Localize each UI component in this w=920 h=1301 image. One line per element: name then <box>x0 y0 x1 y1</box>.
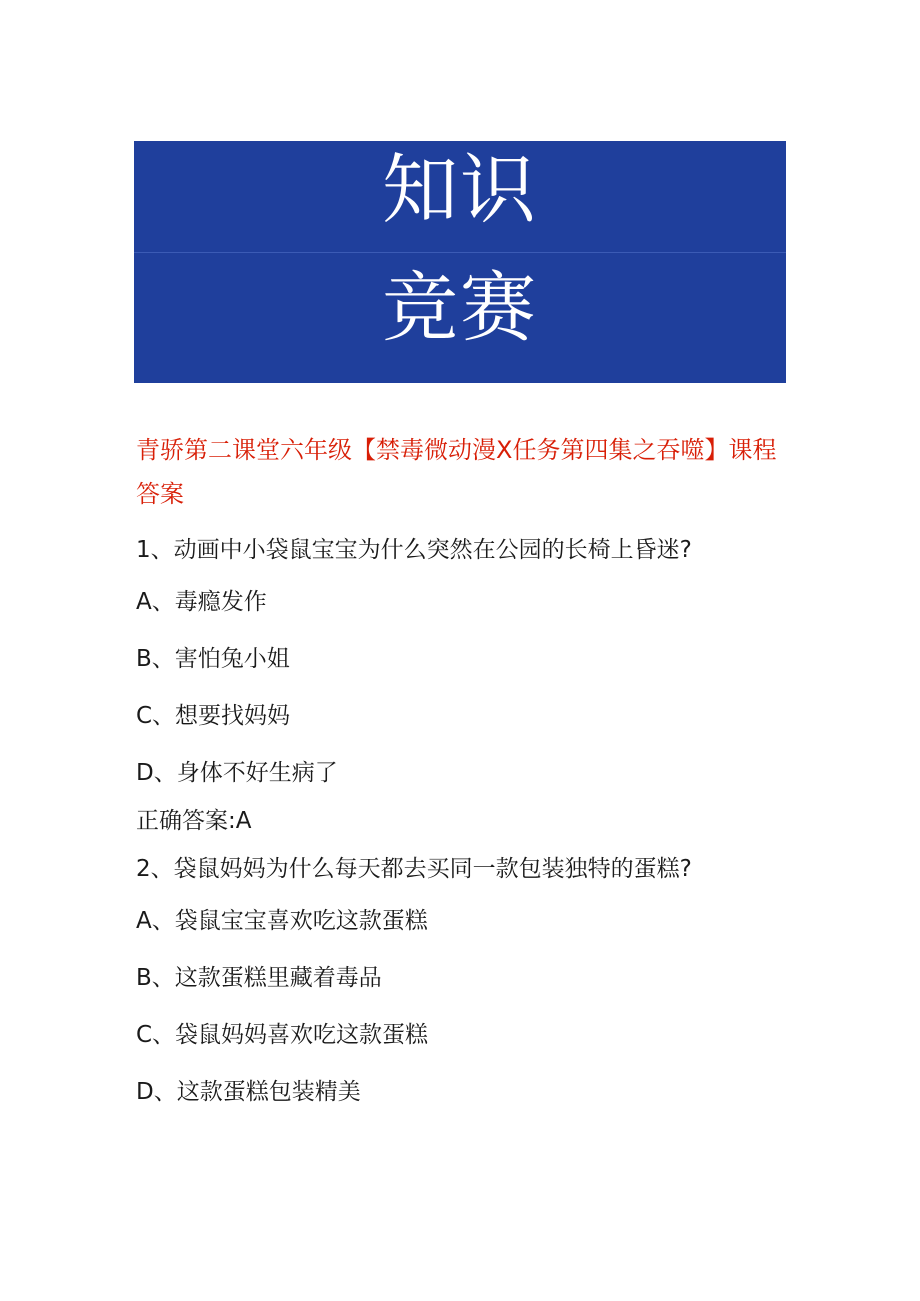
question-1-option-a: A、毒瘾发作 <box>136 589 267 615</box>
question-2-option-d: D、这款蛋糕包装精美 <box>136 1079 361 1105</box>
question-2: 2、袋鼠妈妈为什么每天都去买同一款包装独特的蛋糕? <box>136 856 692 882</box>
banner-divider <box>134 252 786 253</box>
question-1-option-b: B、害怕兔小姐 <box>136 646 290 672</box>
question-1-option-c: C、想要找妈妈 <box>136 703 291 729</box>
question-1-answer: 正确答案:A <box>136 808 252 834</box>
question-2-option-b: B、这款蛋糕里藏着毒品 <box>136 965 382 991</box>
document-title: 青骄第二课堂六年级【禁毒微动漫X任务第四集之吞噬】课程答案 <box>136 436 777 508</box>
question-1-option-d: D、身体不好生病了 <box>136 760 338 786</box>
question-2-option-c: C、袋鼠妈妈喜欢吃这款蛋糕 <box>136 1022 429 1048</box>
question-2-option-a: A、袋鼠宝宝喜欢吃这款蛋糕 <box>136 908 428 934</box>
banner-title-line2: 竞赛 <box>382 263 538 352</box>
question-1: 1、动画中小袋鼠宝宝为什么突然在公园的长椅上昏迷? <box>136 537 692 563</box>
banner-title-line1: 知识 <box>382 145 538 234</box>
